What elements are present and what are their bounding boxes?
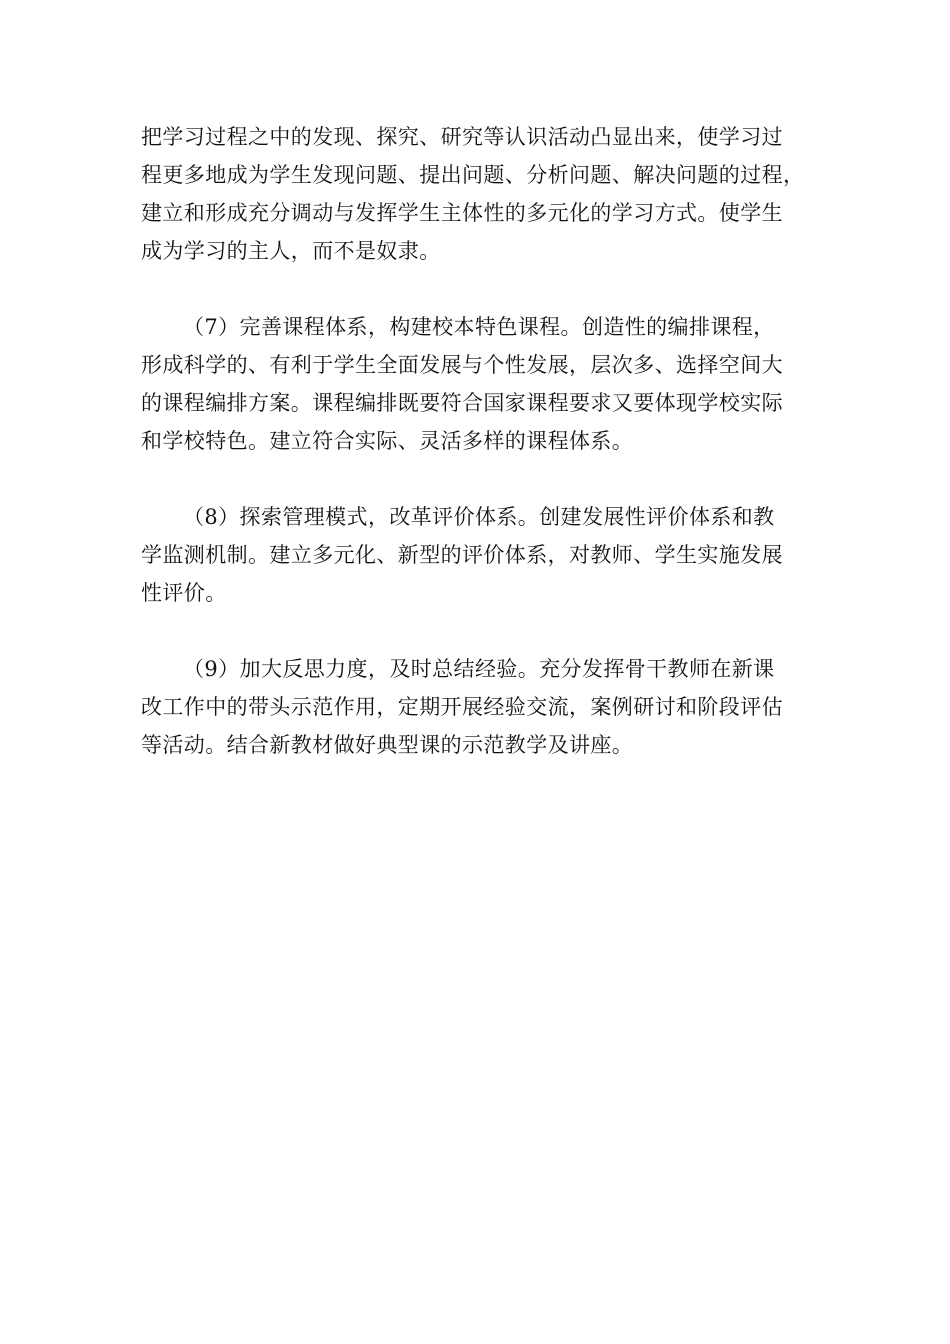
- paragraph-line: （8）探索管理模式，改革评价体系。创建发展性评价体系和教: [183, 505, 775, 529]
- paragraph-line: 的课程编排方案。课程编排既要符合国家课程要求又要体现学校实际: [141, 391, 783, 415]
- paragraph-line: 程更多地成为学生发现问题、提出问题、分析问题、解决问题的过程，: [141, 163, 805, 187]
- paragraph-learning-process: [141, 118, 813, 270]
- paragraph-line: 性评价。: [141, 581, 227, 605]
- paragraph-line: 改工作中的带头示范作用，定期开展经验交流，案例研讨和阶段评估: [141, 695, 783, 719]
- paragraph-line: （9）加大反思力度，及时总结经验。充分发挥骨干教师在新课: [183, 657, 775, 681]
- document-body: [141, 118, 813, 764]
- paragraph-item-9: [141, 650, 813, 764]
- paragraph-item-8: [141, 498, 813, 612]
- paragraph-line: 和学校特色。建立符合实际、灵活多样的课程体系。: [141, 429, 634, 453]
- paragraph-item-7: [141, 308, 813, 460]
- paragraph-line: 学监测机制。建立多元化、新型的评价体系，对教师、学生实施发展: [141, 543, 783, 567]
- paragraph-line: （7）完善课程体系，构建校本特色课程。创造性的编排课程，: [183, 315, 775, 339]
- paragraph-line: 形成科学的、有利于学生全面发展与个性发展，层次多、选择空间大: [141, 353, 783, 377]
- paragraph-line: 成为学习的主人，而不是奴隶。: [141, 239, 441, 263]
- paragraph-line: 建立和形成充分调动与发挥学生主体性的多元化的学习方式。使学生: [141, 201, 783, 225]
- paragraph-line: 等活动。结合新教材做好典型课的示范教学及讲座。: [141, 733, 634, 757]
- paragraph-line: 把学习过程之中的发现、探究、研究等认识活动凸显出来，使学习过: [141, 125, 783, 149]
